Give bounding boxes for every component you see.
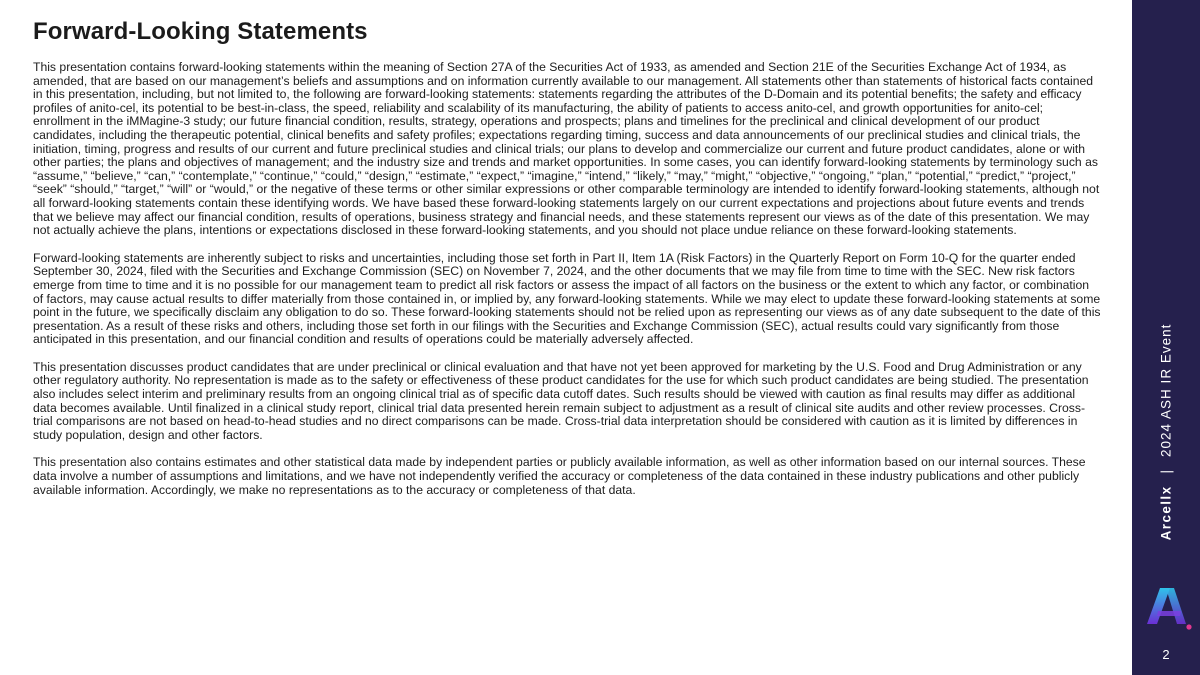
page-title: Forward-Looking Statements xyxy=(33,18,368,45)
slide-content xyxy=(33,18,1101,511)
event-label xyxy=(1159,324,1174,541)
paragraph-product-candidates: This presentation discusses product candidates that are under preclinical or clinical evaluation and that have not yet been approved for marketing by the U.S. Food and Drug Administration or any other regulatory authority. No representation is made as to the safety or effectiveness of these product candidates for the use for which such product candidates are being studied. The presentation also includes select interim and preliminary results from an ongoing clinical trial as of specific data cutoff dates. Such results should be viewed with caution as final results may differ as additional data becomes available. Until finalized in a clinical study report, clinical trial data presented herein remain subject to adjustment as a result of clinical site audits and other review processes. Cross-trial comparisons are not based on head-to-head studies and no direct comparisons can be made. Cross-trial data interpretation should be considered with caution as it is limited by differences in study population, design and other factors. xyxy=(33,359,1089,442)
logo-left-leg xyxy=(1147,588,1170,624)
logo-right-leg xyxy=(1166,588,1186,624)
logo-crossbar xyxy=(1157,611,1181,616)
paragraph-statistical-data: This presentation also contains estimates and other statistical data made by independent parties or publicly available information, as well as other information based on our internal sources. These data involve a number of assumptions and limitations, and we have not independently verified the accuracy or completeness of the data contained in these industry publications and other publicly available information. Accordingly, we make no representations as to the accuracy or completeness of that data. xyxy=(33,455,1086,497)
arcellx-logo-icon xyxy=(1144,586,1194,634)
paragraph-forward-looking: This presentation contains forward-looking statements within the meaning of Section 27A of the Securities Act of 1933, as amended and Section 21E of the Securities Exchange Act of 1934, as amended, that are based on our management’s beliefs and assumptions and on information currently available to our management. All statements other than statements of historical facts contained in this presentation, including, but not limited to, the following are forward-looking statements: statements regarding the attributes of the D-Domain and its potential benefits; the safety and efficacy profiles of anito-cel, its potential to be best-in-class, the speed, reliability and scalability of its manufacturing, the ability of patients to access anito-cel, and growth opportunities for anito-cel; enrollment in the iMMagine-3 study; our future financial condition, results, strategy, operations and prospects; plans and timelines for the preclinical and clinical development of our product candidates, including the therapeutic potential, clinical benefits and safety profiles; expectations regarding timing, success and data announcements of our preclinical studies and clinical trials, the initiation, timing, progress and results of our current and future preclinical studies and clinical trials; our plans to develop and commercialize our current and future product candidates, alone or with other parties; the plans and objectives of management; and the industry size and trends and market opportunities. In some cases, you can identify forward-looking statements by terminology such as “assume,” “believe,” “can,” “contemplate,” “continue,” “could,” “design,” “estimate,” “expect,” “imagine,” “intend,” “likely,” “may,” “might,” “objective,” “ongoing,” “plan,” “potential,” “predict,” “project,” “seek” “should,” “target,” “will” or “would,” or the negative of these terms or other similar expressions or other comparable terminology are intended to identify forward-looking statements, although not all forward-looking statements contain these identifying words. We have based these forward-looking statements largely on our current expectations and projections about future events and trends that we believe may affect our financial condition, results of operations, business strategy and financial needs, and these statements represent our views as of the date of this presentation. We may not actually achieve the plans, intentions or expectations disclosed in these forward-looking statements, and you should not place undue reliance on these forward-looking statements. xyxy=(33,60,1100,238)
sidebar xyxy=(1132,0,1200,675)
logo-accent-dot xyxy=(1186,624,1191,629)
separator: | xyxy=(1158,468,1174,474)
event-name: 2024 ASH IR Event xyxy=(1158,323,1174,457)
brand-name: Arcellx xyxy=(1158,485,1174,541)
page-number: 2 xyxy=(1162,647,1170,662)
paragraph-risks: Forward-looking statements are inherently subject to risks and uncertainties, including those set forth in Part II, Item 1A (Risk Factors) in the Quarterly Report on Form 10-Q for the quarter ended September 30, 2024, filed with the Securities and Exchange Commission (SEC) on November 7, 2024, and the other documents that we may file from time to time with the SEC. New risk factors emerge from time to time and it is no possible for our management team to predict all risk factors or assess the impact of all factors on the business or the extent to which any factor, or combination of factors, may cause actual results to differ materially from those contained in, or implied by, any forward-looking statements. While we may elect to update these forward-looking statements at some point in the future, we specifically disclaim any obligation to do so. These forward-looking statements should not be relied upon as representing our views as of any date subsequent to the date of this presentation. As a result of these risks and others, including those set forth in our filings with the Securities and Exchange Commission (SEC), actual results could vary significantly from those anticipated in this presentation, and our financial condition and results of operations could be materially adversely affected. xyxy=(33,250,1101,347)
